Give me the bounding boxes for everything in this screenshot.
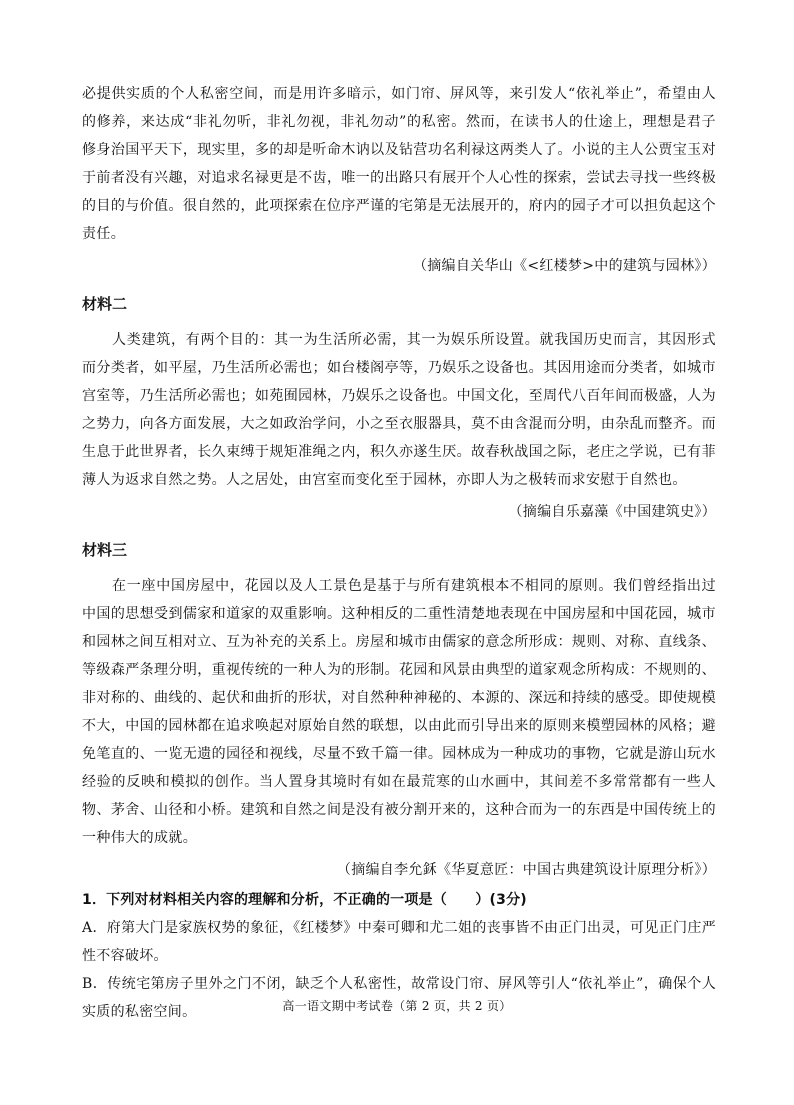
material-two (82, 290, 716, 526)
material-three (82, 536, 716, 884)
material-two-text: 人类建筑，有两个目的：其一为生活所必需，其一为娱乐所设置。就我国历史而言，其因形式而分类者，如平屋，乃生活所必需也；如台楼阁亭等，乃娱乐之设备也。其因用途而分类者，如城市宫室等，乃生活所必需也；如苑囿园林，乃娱乐之设备也。中国文化，至周代八百年间而极盛，人为之势力，向各方面发展，大之如政治学问，小之至衣服器具，莫不由含混而分明，由杂乱而整齐。而生息于此世界者，长久束缚于规矩准绳之内，积久亦遂生厌。故春秋战国之际，老庄之学说，已有菲薄人为返求自然之势。人之居处，由宫室而变化至于园林，亦即人为之极转而求安慰于自然也。 (82, 332, 716, 488)
question-1-option-b: B．传统宅第房子里外之门不闭，缺乏个人私密性，故常设门帘、屏风等引人“依礼举止”，确保个人实质的私密空间。 (82, 976, 716, 1020)
material-three-heading: 材料三 (82, 541, 128, 559)
material-two-heading: 材料二 (82, 295, 128, 313)
material-three-source: （摘编自李允鉌《华夏意匠：中国古典建筑设计原理分析》） (336, 862, 716, 878)
material-one (82, 80, 716, 280)
material-one-text: 必提供实质的个人私密空间，而是用许多暗示，如门帘、屏风等，来引发人“依礼举止”，希望由人的修养，来达成“非礼勿听，非礼勿视，非礼勿动”的私密。然而，在读书人的仕途上，理想是君子修身治国平天下，现实里，多的却是听命木讷以及钻营功名利禄这两类人了。小说的主人公贾宝玉对于前者没有兴趣，对追求名禄更是不齿，唯一的出路只有展开个人心性的探索，尝试去寻找一些终极的目的与价值。很自然的，此项探索在位序严谨的宅第是无法展开的，府内的园子才可以担负起这个责任。 (82, 86, 716, 242)
question-1-option-a: A．府第大门是家族权势的象征，《红楼梦》中秦可卿和尤二姐的丧事皆不由正门出灵，可见正门庄严性不容破坏。 (82, 920, 716, 964)
material-one-source: （摘编自关华山《<红楼梦>中的建筑与园林》） (412, 258, 716, 274)
question-1-stem: 1．下列对材料相关内容的理解和分析，不正确的一项是（ ）(3分) (82, 892, 527, 908)
page-footer: 高一语文期中考试卷（第 2 页，共 2 页） (282, 999, 512, 1013)
material-two-source: （摘编自乐嘉藻《中国建筑史》） (508, 504, 716, 520)
exam-page (82, 80, 716, 1026)
material-three-text: 在一座中国房屋中，花园以及人工景色是基于与所有建筑根本不相同的原则。我们曾经指出过中国的思想受到儒家和道家的双重影响。这种相反的二重性清楚地表现在中国房屋和中国花园，城市和园林之间互相对立、互为补充的关系上。房屋和城市由儒家的意念所形成：规则、对称、直线条、等级森严条理分明，重视传统的一种人为的形制。花园和风景由典型的道家观念所构成：不规则的、非对称的、曲线的、起伏和曲折的形状，对自然种种神秘的、本源的、深远和持续的感受。即使规模不大，中国的园林都在追求唤起对原始自然的联想，以由此而引导出来的原则来模塑园林的风格；避免笔直的、一览无遗的园径和视线，尽量不致千篇一律。园林成为一种成功的事物，它就是游山玩水经验的反映和模拟的创作。当人置身其境时有如在最荒寒的山水画中，其间差不多常常都有一些人物、茅舍、山径和小桥。建筑和自然之间是没有被分割开来的，这种合而为一的东西是中国传统上的一种伟大的成就。 (82, 578, 716, 846)
